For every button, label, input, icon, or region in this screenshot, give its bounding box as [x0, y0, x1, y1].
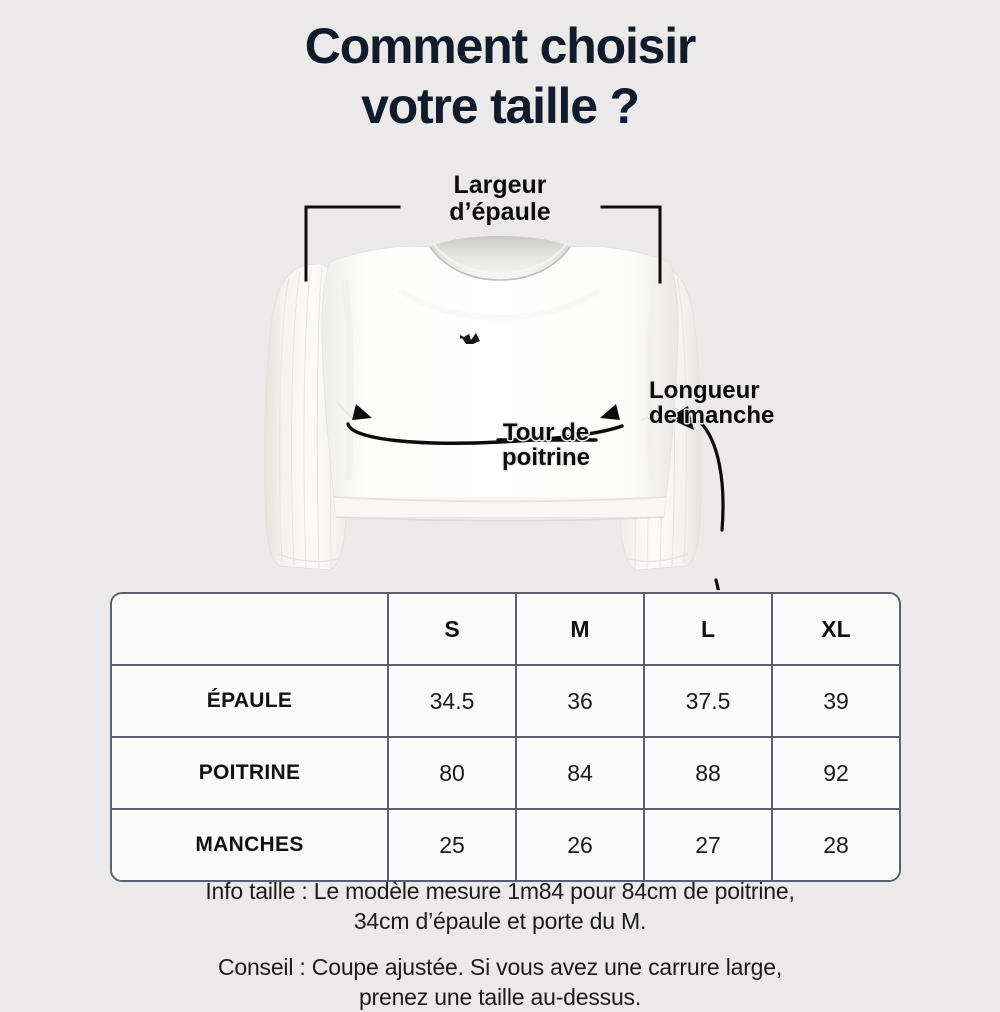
note-conseil-line-1: Conseil : Coupe ajustée. Si vous avez une carrure large, — [217, 954, 783, 980]
cell-epaule-m: 36 — [517, 666, 645, 738]
row-label-manches: MANCHES — [112, 810, 389, 880]
note-info-line-2: 34cm d’épaule et porte du M. — [353, 908, 647, 934]
page-title-line-1: Comment choisir — [304, 18, 696, 74]
annotation-chest-line-2: poitrine — [502, 444, 590, 472]
note-info-taille — [0, 876, 1000, 936]
cell-poitrine-s: 80 — [389, 738, 517, 810]
row-label-epaule: ÉPAULE — [112, 666, 389, 738]
note-info-line-1: Info taille : Le modèle mesure 1m84 pour 84cm de poitrine, — [205, 878, 795, 904]
annotation-shoulder-line-2: d’épaule — [449, 197, 551, 226]
size-notes — [0, 876, 1000, 1012]
cell-epaule-s: 34.5 — [389, 666, 517, 738]
table-row — [112, 666, 899, 738]
annotation-chest-circumference — [502, 420, 590, 471]
annotation-sleeve-line-2: de manche — [649, 402, 775, 430]
row-label-poitrine: POITRINE — [112, 738, 389, 810]
cell-manches-l: 27 — [645, 810, 773, 880]
cell-poitrine-m: 84 — [517, 738, 645, 810]
annotation-sleeve-line-1: Longueur — [649, 377, 760, 404]
page-title-line-2: votre taille ? — [361, 78, 639, 134]
annotation-sleeve-length — [649, 378, 774, 429]
table-row — [112, 810, 899, 880]
table-row — [112, 738, 899, 810]
cell-epaule-l: 37.5 — [645, 666, 773, 738]
sleeve-measure-arrow — [700, 422, 738, 590]
cell-epaule-xl: 39 — [773, 666, 899, 738]
annotation-shoulder-line-1: Largeur — [453, 171, 547, 199]
table-header-row — [112, 594, 899, 666]
garment-illustration — [0, 150, 1000, 590]
table-header-size-s: S — [389, 594, 517, 666]
note-conseil-line-2: prenez une taille au-dessus. — [358, 984, 642, 1010]
table-header-size-m: M — [517, 594, 645, 666]
size-chart-table — [110, 592, 901, 882]
cell-manches-xl: 28 — [773, 810, 899, 880]
cell-manches-m: 26 — [517, 810, 645, 880]
cell-manches-s: 25 — [389, 810, 517, 880]
annotation-shoulder-width — [0, 172, 1000, 225]
garment-body — [322, 236, 678, 521]
annotation-chest-line-1: Tour de — [502, 419, 590, 446]
cell-poitrine-l: 88 — [645, 738, 773, 810]
page-title — [0, 16, 1000, 136]
cell-poitrine-xl: 92 — [773, 738, 899, 810]
table-header-size-xl: XL — [773, 594, 899, 666]
note-conseil — [0, 952, 1000, 1012]
table-header-size-l: L — [645, 594, 773, 666]
table-corner-cell — [112, 594, 389, 666]
